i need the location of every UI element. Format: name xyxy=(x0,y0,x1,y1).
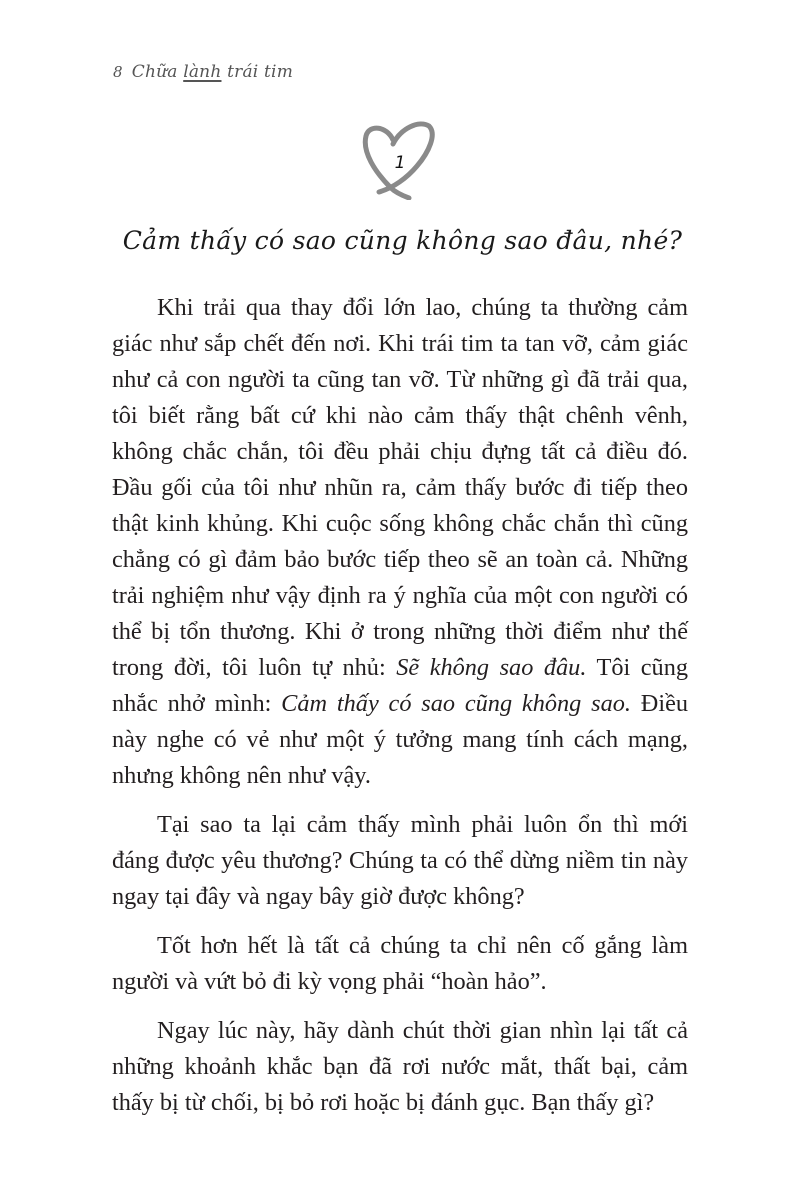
paragraph-1-text-c: Điều này nghe có vẻ như một ý tưởng mang tính cách mạng, nhưng không nên như vậy. xyxy=(112,690,689,789)
paragraph-1 xyxy=(112,290,688,794)
paragraph-3: Tốt hơn hết là tất cả chúng ta chỉ nên cố gắng làm người và vứt bỏ đi kỳ vọng phải “hoàn hảo”. xyxy=(112,932,688,995)
paragraph-2: Tại sao ta lại cảm thấy mình phải luôn ổn thì mới đáng được yêu thương? Chúng ta có thể dừng niềm tin này ngay tại đây và ngay bây giờ được không? xyxy=(112,811,688,910)
chapter-number: 1 xyxy=(394,153,406,173)
running-header xyxy=(113,62,293,82)
book-title-underlined: lành xyxy=(183,62,222,82)
paragraph-4: Ngay lúc này, hãy dành chút thời gian nhìn lại tất cả những khoảnh khắc bạn đã rơi nước mắt, thất bại, cảm thấy bị từ chối, bị bỏ rơi hoặc bị đánh gục. Bạn thấy gì? xyxy=(112,1017,688,1116)
paragraph-1-text-b: Tôi cũng nhắc nhở mình: xyxy=(112,654,688,717)
body-text xyxy=(112,290,688,1134)
book-title-part2: trái tim xyxy=(221,62,294,82)
paragraph-1-text-a: Khi trải qua thay đổi lớn lao, chúng ta thường cảm giác như sắp chết đến nơi. Khi trái tim ta tan vỡ, cảm giác như cả con người ta cũng tan vỡ. Từ những gì đã trải qua, tôi biết rằng bất cứ khi nào cảm thấy thật chênh vênh, không chắc chắn, tôi đều phải chịu đựng tất cả điều đó. Đầu gối của tôi như nhũn ra, cảm thấy bước đi tiếp theo thật kinh khủng. Khi cuộc sống không chắc chắn thì cũng chẳng có gì đảm bảo bước tiếp theo sẽ an toàn cả. Những trải nghiệm như vậy định ra ý nghĩa của một con người có thể bị tổn thương. Khi ở trong những thời điểm như thế trong đời, tôi luôn tự nhủ: xyxy=(112,294,688,681)
book-title-part1: Chữa xyxy=(131,62,184,82)
chapter-title: Cảm thấy có sao cũng không sao đâu, nhé? xyxy=(122,226,683,255)
paragraph-1-italic-a: Sẽ không sao đâu. xyxy=(396,654,587,681)
page-number: 8 xyxy=(113,63,123,81)
paragraph-1-italic-b: Cảm thấy có sao cũng không sao. xyxy=(281,690,631,717)
